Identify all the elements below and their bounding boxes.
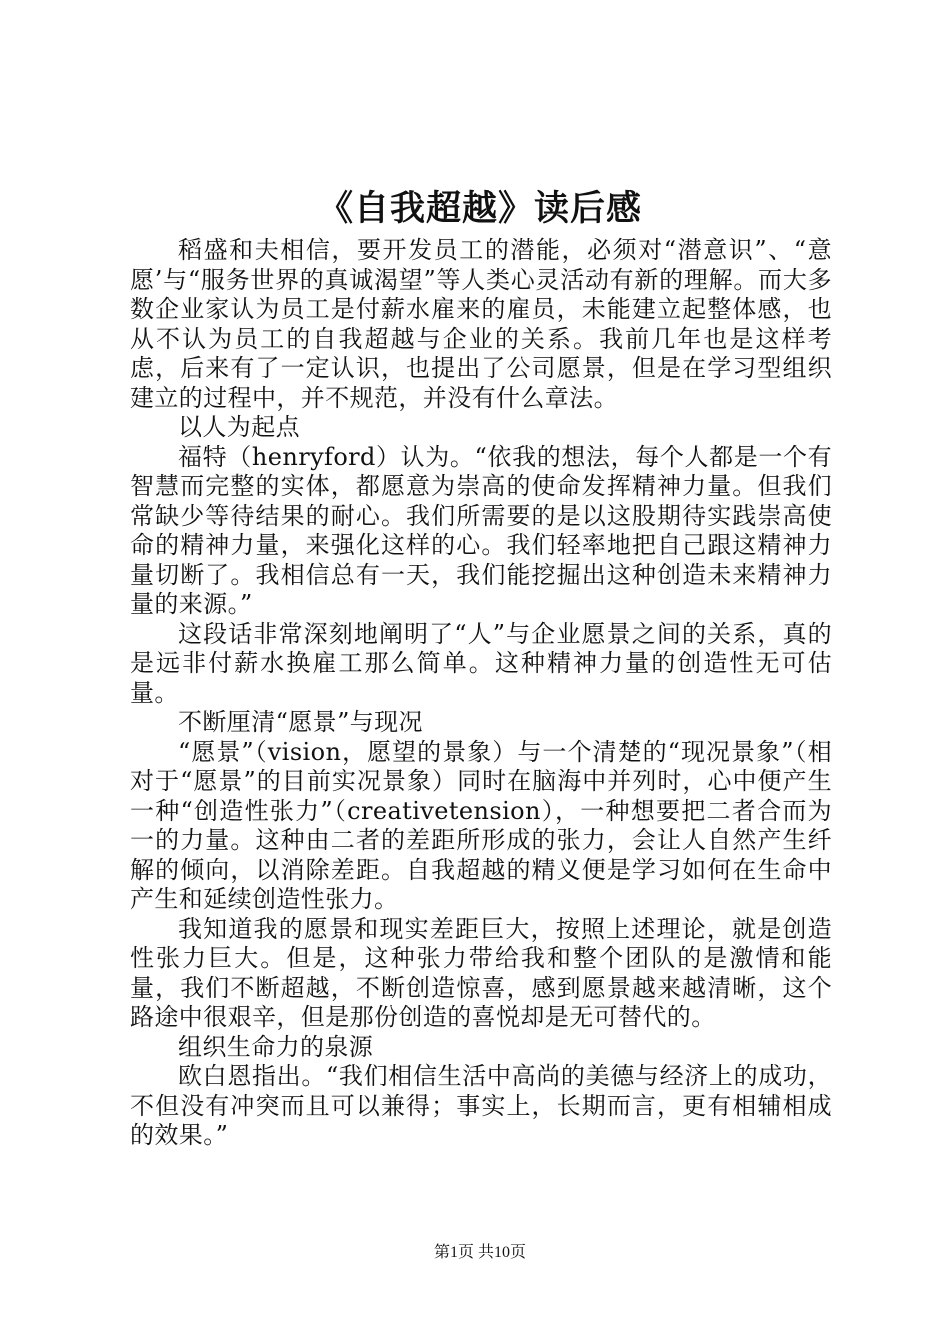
- page-footer: 第1页 共10页: [433, 1244, 526, 1261]
- paragraph-1: 稻盛和夫相信，要开发员工的潜能，必须对“潜意识”、“意愿’与“服务世界的真诚渴望”等人类心灵活动有新的理解。而大多数企业家认为员工是付薪水雇来的雇员，未能建立起整体感，也从不认为员工的自我超越与企业的关系。我前几年也是这样考虑，后来有了一定认识，也提出了公司愿景，但是在学习型组织建立的过程中，并不规范，并没有什么章法。: [130, 236, 832, 412]
- section-heading-2: 不断厘清“愿景”与现况: [178, 708, 423, 736]
- section-heading-3: 组织生命力的泉源: [178, 1032, 374, 1061]
- document-title: 《自我超越》读后感: [317, 189, 642, 229]
- document-page: [130, 0, 830, 1344]
- paragraph-6: 欧白恩指出。“我们相信生活中高尚的美德与经济上的成功，不但没有冲突而且可以兼得；事实上，长期而言，更有相辅相成的效果。”: [130, 1062, 832, 1149]
- section-heading-1: 以人为起点: [178, 413, 300, 441]
- paragraph-3: 这段话非常深刻地阐明了“人”与企业愿景之间的关系，真的是远非付薪水换雇工那么简单。这种精神力量的创造性无可估量。: [130, 619, 832, 707]
- document-body: [130, 236, 832, 1151]
- paragraph-4: “愿景”（vision，愿望的景象）与一个清楚的“现况景象”（相对于“愿景”的目前实况景象）同时在脑海中并列时，心中便产生一种“创造性张力”（creativetension），一种想要把二者合而为一的力量。这种由二者的差距所形成的张力，会让人自然产生纤解的倾向，以消除差距。自我超越的精义便是学习如何在生命中产生和延续创造性张力。: [130, 737, 832, 913]
- paragraph-5: 我知道我的愿景和现实差距巨大，按照上述理论，就是创造性张力巨大。但是，这种张力带给我和整个团队的是激情和能量，我们不断超越，不断创造惊喜，感到愿景越来越清晰，这个路途中很艰辛，但是那份创造的喜悦却是无可替代的。: [130, 914, 832, 1031]
- paragraph-2: 福特（henryford）认为。“依我的想法，每个人都是一个有智慧而完整的实体，都愿意为崇高的使命发挥精神力量。但我们常缺少等待结果的耐心。我们所需要的是以这股期待实践崇高使命的精神力量，来强化这样的心。我们轻率地把自己跟这精神力量切断了。我相信总有一天，我们能挖掘出这种创造未来精神力量的来源。”: [130, 442, 832, 618]
